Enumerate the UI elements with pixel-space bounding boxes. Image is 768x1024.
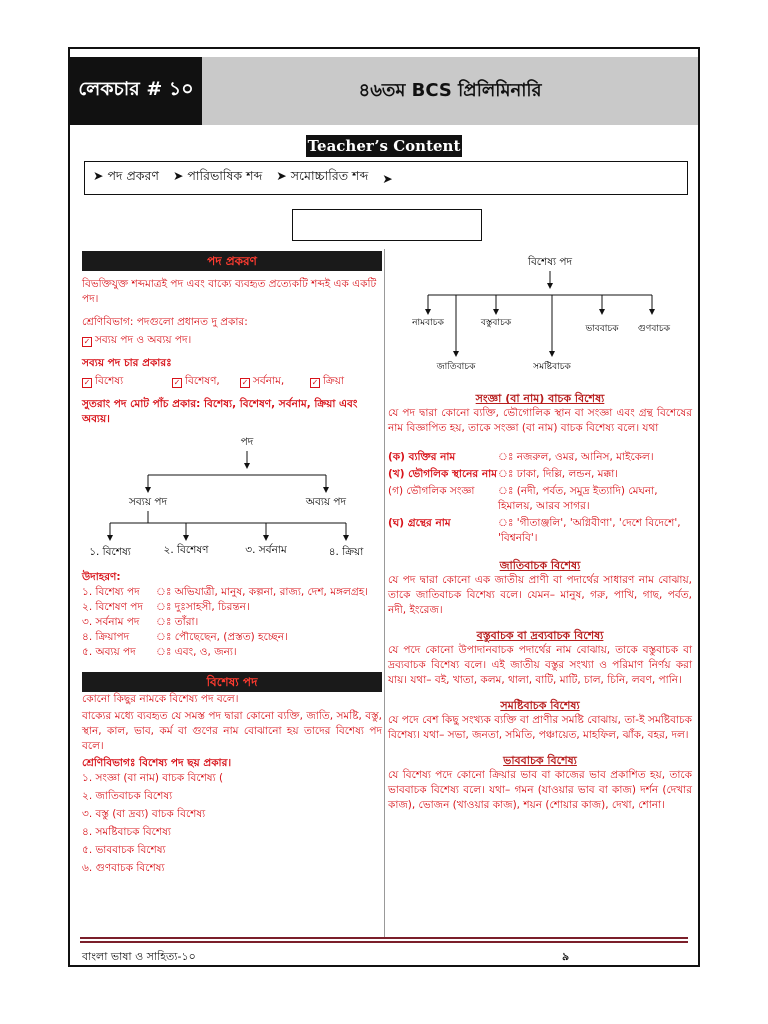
name-value: ঃ 'গীতাঞ্জলি', 'অগ্নিবীণা', 'দেশে বিদেশে', 'বিশ্বনবি'। (498, 517, 681, 544)
tree-node-abyay: অব্যয় পদ (305, 496, 347, 508)
section-text: যে পদ দ্বারা কোনো ব্যক্তি, ভৌগোলিক স্থান বা সংজ্ঞা এবং গ্রন্থ বিশেষের নাম বিজ্ঞাপিত হয়, তাকে সংজ্ঞা (বা নাম) বাচক বিশেষ্য বলে। যথা (388, 407, 692, 434)
examples-head: উদাহরণ: (82, 571, 121, 583)
six-item: ৩. বস্তু (বা দ্রব্য) বাচক বিশেষ্য (82, 808, 206, 820)
section-heading: ভাববাচক বিশেষ্য (503, 754, 577, 767)
six-item: ৪. সমষ্টিবাচক বিশেষ্য (82, 826, 171, 838)
sabyay-item: সর্বনাম, (253, 375, 285, 387)
example-value: ঃ এবং, ও, জন্য। (156, 646, 237, 658)
checkbox-icon: ✓ (173, 378, 181, 387)
page-number: ৯ (562, 950, 570, 963)
tree-node: সমষ্টিবাচক (533, 362, 571, 372)
page-title: ৪৬তম BCS প্রিলিমিনারি (358, 79, 542, 101)
example-value: ঃ দুঃসাহসী, চিরন্তন। (156, 601, 250, 613)
topic-item: ➤ পদ প্রকরণ (93, 168, 159, 183)
page-frame (68, 47, 700, 967)
checkbox-icon: ✓ (311, 378, 319, 387)
class-items-text: সব্যয় পদ ও অব্যয় পদ। (95, 334, 192, 346)
six-item: ১. সংজ্ঞা (বা নাম) বাচক বিশেষ্য ( (82, 772, 224, 784)
six-item: ৬. গুণবাচক বিশেষ্য (82, 862, 165, 874)
tree-leaf: ৩. সর্বনাম (245, 544, 287, 556)
example-key: ২. বিশেষণ পদ (82, 601, 143, 613)
bisheshyo-tree-diagram (388, 249, 692, 377)
section-title-pod-prokoron: পদ প্রকরণ (82, 251, 382, 271)
column-divider (384, 249, 385, 937)
example-row (82, 645, 382, 660)
section-heading: সংজ্ঞা (বা নাম) বাচক বিশেষ্য (475, 392, 605, 405)
name-key: (গ) ভৌগলিক সংজ্ঞা (388, 485, 475, 497)
topic-item: ➤ (382, 170, 393, 186)
sabyay-head: সব্যয় পদ চার প্রকারঃ (82, 357, 172, 369)
footer-text: বাংলা ভাষা ও সাহিত্য-১০ (82, 950, 196, 963)
names-list (388, 450, 692, 546)
def1: কোনো কিছুর নামকে বিশেষ্য পদ বলে। (82, 693, 239, 705)
example-value: ঃ পৌছেছেন, (প্রস্তত) হচ্ছেন। (156, 631, 288, 643)
checkbox-icon: ✓ (241, 378, 249, 387)
tree-node: বস্তুবাচক (480, 318, 512, 328)
examples-list (82, 585, 382, 660)
tree-leaf: ৪. ক্রিয়া (328, 546, 364, 558)
example-value: ঃ তাঁরা। (156, 616, 199, 628)
name-value: ঃ (নদী, পর্বত, সমুদ্র ইত্যাদি) মেঘনা, হিমালয়, আরব সাগর। (498, 485, 658, 512)
example-key: ১. বিশেষ্য পদ (82, 586, 140, 598)
def2: বাক্যের মধ্যে ব্যবহৃত যে সমস্ত পদ দ্বারা কোনো ব্যক্তি, জাতি, সমষ্টি, বস্তু, স্থান, কাল, ভাব, কর্ম বা গুণের নাম বোঝানো হয় তাদের বিশেষ্য পদ বলে। (82, 710, 382, 752)
name-key: (ঘ) গ্রন্থের নাম (388, 517, 451, 529)
tree-root: পদ (240, 436, 254, 448)
tree-node: জাতিবাচক (436, 362, 476, 372)
example-row (82, 585, 382, 600)
intro-text: বিভক্তিযুক্ত শব্দমাত্রই পদ এবং বাক্যে ব্যবহৃত প্রত্যেকটি শব্দই এক একটি পদ। (82, 278, 377, 305)
footer-rule (80, 937, 688, 939)
tree-node-sabyay: সব্যয় পদ (129, 496, 167, 508)
name-row (388, 516, 692, 546)
footer-rule (80, 941, 688, 943)
section-text: যে পদে বেশ কিছু সংখ্যক ব্যক্তি বা প্রাণীর সমষ্টি বোঝায়, তা-ই সমষ্টিবাচক বিশেষ্য। যথা– সভা, জনতা, সমিতি, পঞ্চায়েত, মাহফিল, ঝাঁক, বহর, দল। (388, 714, 692, 741)
section-text: যে বিশেষ্য পদে কোনো ক্রিয়ার ভাব বা কাজের ভাব প্রকাশিত হয়, তাকে ভাববাচক বিশেষ্য বলে। যথা– গমন (যাওয়ার ভাব বা কাজ) দর্শন (দেখার কাজ), ভোজন (খাওয়ার কাজ), শয়ন (শোয়ার কাজ), দেখা, শোনা। (388, 769, 692, 811)
class-head: শ্রেণিবিভাগ: পদগুলো প্রধানত দু প্রকার: (82, 316, 248, 328)
six-head: শ্রেণিবিভাগঃ বিশেষ্য পদ ছয় প্রকার। (82, 757, 232, 769)
example-row (82, 600, 382, 615)
sabyay-item: বিশেষ্য (95, 375, 124, 387)
example-key: ৫. অব্যয় পদ (82, 646, 136, 658)
name-value: ঃ নজরুল, ওমর, আনিস, মাইকেল। (498, 451, 654, 463)
footer (70, 937, 698, 967)
checkbox-icon: ✓ (83, 337, 91, 346)
checkbox-icon: ✓ (83, 378, 91, 387)
sabyay-item: বিশেষণ, (185, 375, 220, 387)
right-column (388, 249, 692, 813)
topic-item: ➤ সমোচ্চারিত শব্দ (276, 168, 369, 183)
name-key: (খ) ভৌগলিক স্থানের নাম (388, 468, 498, 480)
tree-root: বিশেষ্য পদ (527, 256, 573, 268)
header-band (70, 57, 698, 125)
section-heading: সমষ্টিবাচক বিশেষ্য (500, 699, 580, 712)
name-row (388, 450, 692, 465)
section-title-bisheshyo: বিশেষ্য পদ (82, 672, 382, 692)
six-item: ৫. ভাববাচক বিশেষ্য (82, 844, 166, 856)
example-row (82, 615, 382, 630)
example-row (82, 630, 382, 645)
name-row (388, 467, 692, 482)
name-value: ঃ ঢাকা, দিল্লি, লন্ডন, মক্কা। (498, 468, 618, 480)
example-value: ঃ অভিযাত্রী, মানুষ, কল্পনা, রাজ্য, দেশ, মঙ্গলগ্রহ। (156, 586, 368, 598)
total-text: সুতরাং পদ মোট পাঁচ প্রকার: বিশেষ্য, বিশেষণ, সর্বনাম, ক্রিয়া এবং অব্যয়। (82, 398, 358, 425)
sabyay-item: ক্রিয়া (323, 375, 345, 387)
tree-leaf: ১. বিশেষ্য (89, 546, 131, 558)
tree-node: নামবাচক (412, 318, 444, 328)
six-item: ২. জাতিবাচক বিশেষ্য (82, 790, 173, 802)
section-text: যে পদ দ্বারা কোনো এক জাতীয় প্রাণী বা পদার্থের সাধারণ নাম বোঝায়, তাকে জাতিবাচক বিশেষ্য বলে। যেমন– মানুষ, গরু, পাখি, গাছ, পর্বত, নদী, ইংরেজ। (388, 574, 692, 616)
class-items (82, 333, 382, 348)
pod-tree-diagram (82, 431, 382, 567)
sabyay-items (82, 374, 382, 389)
topics-box (84, 161, 688, 195)
name-row (388, 484, 692, 514)
section-text: যে পদে কোনো উপাদানবাচক পদার্থের নাম বোঝায়, তাকে বস্তুবাচক বা দ্রব্যবাচক বিশেষ্য বলে। এই জাতীয় বস্তুর সংখ্যা ও পরিমাণ নির্ণয় করা যায়। যথা– বই, খাতা, কলম, থালা, বাটি, মাটি, চাল, চিনি, লবণ, পানি। (388, 644, 692, 686)
topic-item: ➤ পারিভাষিক শব্দ (172, 168, 263, 183)
example-key: ৩. সর্বনাম পদ (82, 616, 140, 628)
tree-node: গুণবাচক (637, 324, 671, 334)
left-column (82, 251, 382, 876)
tree-leaf: ২. বিশেষণ (163, 544, 209, 556)
example-key: ৪. ক্রিয়াপদ (82, 631, 130, 643)
section-heading: বস্তুবাচক বা দ্রব্যবাচক বিশেষ্য (476, 629, 604, 642)
teachers-content-label: Teacher’s Content (307, 137, 461, 155)
blank-box (292, 209, 482, 241)
lecture-label: লেকচার # ১০ (70, 57, 202, 125)
tree-node: ভাববাচক (585, 324, 619, 334)
name-key: (ক) ব্যক্তির নাম (388, 451, 456, 463)
section-heading: জাতিবাচক বিশেষ্য (499, 559, 581, 572)
